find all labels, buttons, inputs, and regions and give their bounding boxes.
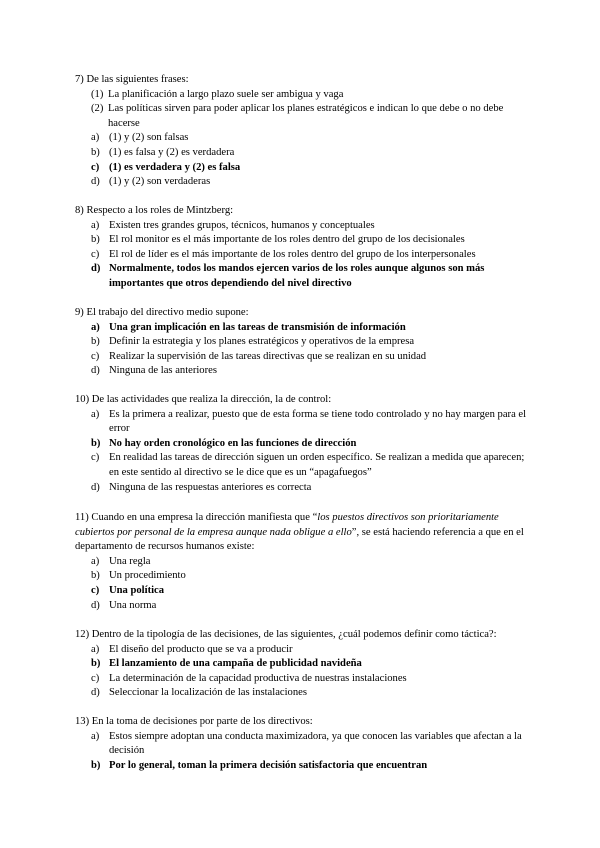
- option-item: [0, 555, 600, 570]
- option-item: [0, 364, 600, 379]
- option-label: d): [91, 365, 100, 377]
- option-label: b): [91, 146, 100, 158]
- option-item-correct: [0, 321, 600, 336]
- option-text: En realidad las tareas de dirección siguen un orden específico. Se realizan a medida que aparecen; en este sentido al directivo se le dice que es un “apagafuegos”: [109, 452, 525, 478]
- option-item: [0, 686, 600, 701]
- option-label: c): [91, 584, 100, 596]
- statement-label: (2): [91, 103, 104, 115]
- question-12: [0, 628, 600, 701]
- option-item: [0, 451, 600, 480]
- option-item-correct: [0, 437, 600, 452]
- option-text: Estos siempre adoptan una conducta maximizadora, ya que conocen las variables que afectan a la decisión: [109, 730, 522, 757]
- option-label: a): [91, 408, 100, 420]
- question-stem: [75, 511, 525, 555]
- option-item: [0, 408, 600, 437]
- question-8: [0, 204, 600, 292]
- option-text: (1) y (2) son falsas: [109, 132, 189, 144]
- option-item-correct: [0, 759, 600, 774]
- option-label: a): [91, 321, 100, 333]
- option-text: Normalmente, todos los mandos ejercen varios de los roles aunque algunos son más importantes que otros dependiendo del nivel directivo: [109, 263, 485, 289]
- stem-text: ”, se está haciendo referencia a que en el departamento de recursos humanos existe:: [75, 526, 524, 553]
- statement-text: La planificación a largo plazo suele ser ambigua y vaga: [108, 88, 344, 100]
- option-label: c): [91, 452, 100, 464]
- option-label: d): [91, 599, 100, 611]
- option-label: c): [91, 161, 100, 173]
- option-item-correct: [0, 161, 600, 176]
- option-label: b): [91, 570, 100, 582]
- option-text: El diseño del producto que se va a producir: [109, 643, 293, 655]
- option-text: Una gran implicación en las tareas de transmisión de información: [109, 321, 406, 333]
- stem-text: 11) Cuando en una empresa la dirección manifiesta que “: [75, 512, 318, 523]
- option-text: Por lo general, toman la primera decisión satisfactoria que encuentran: [109, 759, 428, 771]
- question-7: [0, 73, 600, 190]
- question-stem: 10) De las actividades que realiza la dirección, la de control:: [75, 394, 332, 405]
- statement-text: Las políticas sirven para poder aplicar los planes estratégicos e indican lo que debe o no debe hacerse: [108, 103, 504, 129]
- option-item: [0, 643, 600, 658]
- option-label: b): [91, 759, 101, 771]
- option-item: [0, 233, 600, 248]
- question-10: [0, 393, 600, 495]
- option-text: (1) es verdadera y (2) es falsa: [109, 161, 241, 173]
- option-label: a): [91, 643, 100, 655]
- question-11: [0, 511, 600, 613]
- option-label: c): [91, 248, 100, 260]
- option-item-correct: [0, 584, 600, 599]
- option-text: No hay orden cronológico en las funciones de dirección: [109, 437, 357, 449]
- option-item: [0, 335, 600, 350]
- option-item: [0, 672, 600, 687]
- statement-item: [0, 88, 600, 103]
- option-label: d): [91, 687, 100, 699]
- option-text: Una norma: [109, 599, 157, 611]
- option-label: b): [91, 437, 101, 449]
- option-item-correct: [0, 657, 600, 672]
- option-text: La determinación de la capacidad productiva de nuestras instalaciones: [109, 672, 407, 684]
- option-label: a): [91, 219, 100, 231]
- question-stem: 7) De las siguientes frases:: [75, 74, 189, 85]
- option-label: d): [91, 263, 101, 275]
- option-label: c): [91, 672, 100, 684]
- option-label: a): [91, 555, 100, 567]
- option-item: [0, 569, 600, 584]
- option-text: Una regla: [109, 555, 151, 567]
- option-label: a): [91, 132, 100, 144]
- question-stem: 12) Dentro de la tipología de las decisiones, de las siguientes, ¿cuál podemos definir como táctica?:: [75, 629, 497, 640]
- option-label: b): [91, 336, 100, 348]
- option-label: a): [91, 730, 100, 742]
- option-item: [0, 599, 600, 614]
- option-item: [0, 131, 600, 146]
- question-13: [0, 715, 600, 773]
- option-item-correct: [0, 262, 600, 291]
- option-text: Un procedimiento: [109, 570, 186, 582]
- option-text: Una política: [109, 584, 165, 596]
- option-label: b): [91, 658, 101, 670]
- option-text: Ninguna de las anteriores: [109, 365, 217, 377]
- option-label: d): [91, 481, 100, 493]
- option-item: [0, 350, 600, 365]
- option-item: [0, 730, 600, 759]
- option-item: [0, 146, 600, 161]
- statement-label: (1): [91, 88, 104, 100]
- option-item: [0, 175, 600, 190]
- option-item: [0, 481, 600, 496]
- option-text: Seleccionar la localización de las instalaciones: [109, 687, 307, 699]
- option-label: d): [91, 176, 100, 188]
- option-text: Definir la estrategia y los planes estratégicos y operativos de la empresa: [109, 336, 415, 348]
- question-9: [0, 306, 600, 379]
- option-label: c): [91, 350, 100, 362]
- option-text: (1) y (2) son verdaderas: [109, 176, 211, 188]
- statement-item: [0, 102, 600, 131]
- option-text: El rol monitor es el más importante de los roles dentro del grupo de los decisionales: [109, 234, 465, 246]
- stem-quote: los puestos directivos son prioritariamente cubiertos por personal de la empresa aunque nada obligue a ello: [75, 512, 499, 538]
- option-label: b): [91, 234, 100, 246]
- option-text: El lanzamiento de una campaña de publicidad navideña: [109, 658, 362, 670]
- question-stem: 8) Respecto a los roles de Mintzberg:: [75, 205, 234, 216]
- option-item: [0, 219, 600, 234]
- option-text: El rol de líder es el más importante de los roles dentro del grupo de los interpersonales: [109, 248, 476, 260]
- option-text: Ninguna de las respuestas anteriores es correcta: [109, 481, 312, 493]
- option-text: (1) es falsa y (2) es verdadera: [109, 146, 235, 158]
- option-text: Es la primera a realizar, puesto que de esta forma se tiene todo controlado y no hay margen para el error: [109, 408, 527, 435]
- option-item: [0, 248, 600, 263]
- question-stem: 13) En la toma de decisiones por parte de los directivos:: [75, 716, 313, 727]
- question-stem: 9) El trabajo del directivo medio supone:: [75, 307, 249, 318]
- option-text: Existen tres grandes grupos, técnicos, humanos y conceptuales: [109, 219, 375, 231]
- option-text: Realizar la supervisión de las tareas directivas que se realizan en su unidad: [109, 350, 427, 362]
